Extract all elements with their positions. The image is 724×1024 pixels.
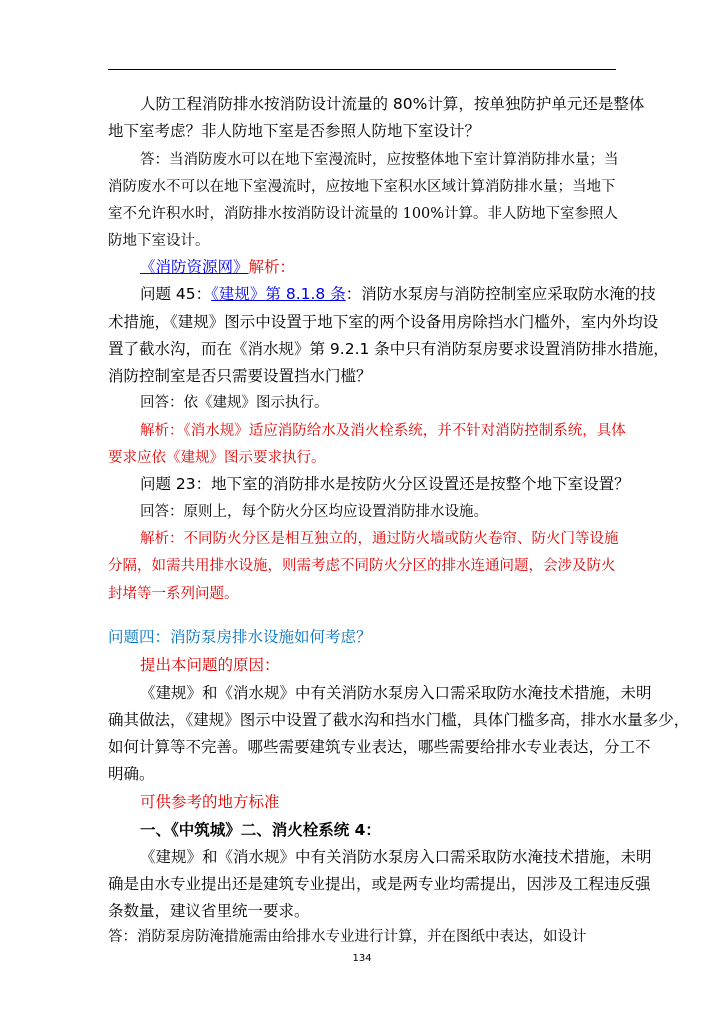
answer-line: 消防废水不可以在地下室漫流时，应按地下室积水区域计算消防排水量；当地下: [108, 179, 616, 195]
q45-analysis: 要求应依《建规》图示要求执行。: [108, 450, 326, 466]
reason-line: 《建规》和《消水规》中有关消防水泵房入口需采取防水淹技术措施，未明: [140, 684, 652, 702]
answer-line: 答：当消防废水可以在地下室漫流时，应按整体地下室计算消防排水量；当: [140, 152, 619, 168]
q23-analysis: 解析：不同防火分区是相互独立的，通过防火墙或防火卷帘、防火门等设施: [140, 531, 619, 547]
section-heading: 一、《中筑城》二、消火栓系统 4：: [140, 821, 381, 839]
section-line: 确是由水专业提出还是建筑专业提出，或是两专业均需提出，因涉及工程违反强: [108, 875, 651, 893]
source-suffix: 解析：: [248, 258, 296, 276]
q4-heading: 问题四：消防泵房排水设施如何考虑？: [108, 628, 372, 646]
local-standard-heading: 可供参考的地方标准: [140, 793, 280, 811]
q23-reply: 回答：原则上，每个防火分区均应设置消防排水设施。: [140, 504, 488, 520]
q45-line: [140, 287, 656, 303]
q23-analysis: 封堵等一系列问题。: [108, 586, 239, 602]
source-link[interactable]: 《消防资源网》: [140, 258, 249, 276]
reason-line: 确其做法，《建规》图示中设置了截水沟和挡水门槛，具体门槛多高，排水水量多少，: [108, 711, 690, 729]
section-line: 条数量，建议省里统一要求。: [108, 902, 310, 920]
question-line: 人防工程消防排水按消防设计流量的 80%计算，按单独防护单元还是整体: [140, 95, 645, 113]
q45-rest: ：消防水泵房与消防控制室应采取防水淹的技: [345, 285, 656, 303]
reason-line: 明确。: [108, 765, 155, 783]
q45-line: 术措施，《建规》图示中设置于地下室的两个设备用房除挡水门槛外，室内外均设: [108, 313, 659, 331]
page-number: 134: [352, 953, 372, 964]
q45-line: 置了截水沟，而在《消水规》第 9.2.1 条中只有消防泵房要求设置消防排水措施，: [108, 340, 669, 358]
question-line: 地下室考虑？非人防地下室是否参照人防地下室设计？: [108, 122, 481, 140]
answer-line: 防地下室设计。: [108, 233, 210, 249]
section-line: 《建规》和《消水规》中有关消防水泵房入口需采取防水淹技术措施，未明: [140, 848, 652, 866]
q45-prefix: 问题 45：: [140, 285, 212, 303]
answer-line: 室不允许积水时，消防排水按消防设计流量的 100%计算。非人防地下室参照人: [108, 206, 619, 222]
q45-link[interactable]: 《建规》第 8.1.8 条: [211, 285, 346, 303]
section-answer: 答：消防泵房防淹措施需由给排水专业进行计算，并在图纸中表达，如设计: [108, 929, 587, 945]
q45-analysis: 解析：《消水规》适应消防给水及消火栓系统，并不针对消防控制系统，具体: [140, 423, 626, 439]
q45-reply: 回答：依《建规》图示执行。: [140, 395, 329, 411]
source-line: [140, 260, 295, 276]
reason-line: 如何计算等不完善。哪些需要建筑专业表达，哪些需要给排水专业表达，分工不: [108, 738, 651, 756]
q23-line: 问题 23：地下室的消防排水是按防火分区设置还是按整个地下室设置？: [140, 475, 630, 493]
q45-line: 消防控制室是否只需要设置挡水门槛？: [108, 367, 372, 385]
header-rule: [108, 69, 616, 70]
q23-analysis: 分隔，如需共用排水设施，则需考虑不同防火分区的排水连通问题，会涉及防火: [108, 558, 616, 574]
reason-heading: 提出本问题的原因：: [140, 656, 280, 674]
